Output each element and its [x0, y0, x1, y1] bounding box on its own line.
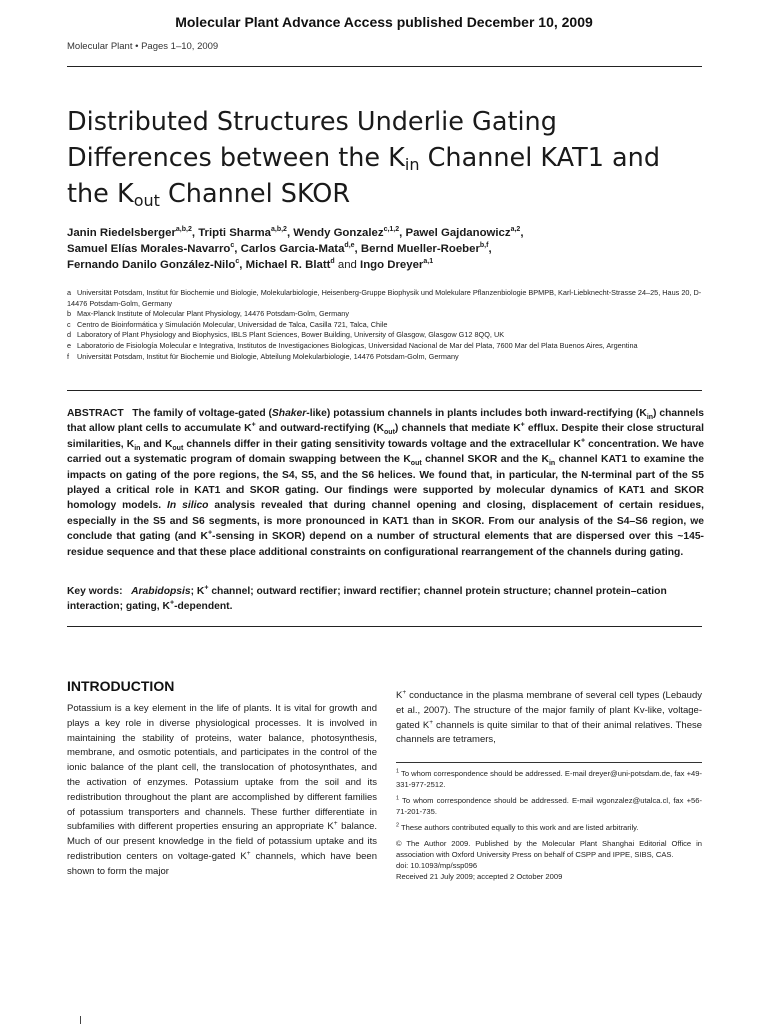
author-name: Ingo Dreyer — [360, 259, 424, 271]
author-affil-marker: a,b,2 — [175, 226, 192, 234]
keywords-text: ; K — [190, 586, 205, 597]
introduction-heading: INTRODUCTION — [67, 678, 175, 694]
keywords-label: Key words: — [67, 586, 123, 597]
author-name: Samuel Elías Morales-Navarro — [67, 243, 231, 255]
affiliation-text: Centro de Bioinformática y Simulación Molecular, Universidad de Talca, Casilla 721, Talca, Chile — [77, 319, 388, 329]
author-affil-marker: a,1 — [423, 258, 434, 266]
author-name: Carlos Garcia-Mata — [240, 243, 345, 255]
abstract-text: ) channels that allow plant cells to accumulate K — [67, 408, 704, 435]
abstract-text: efflux. Despite their close structural similarities, K — [67, 423, 704, 450]
abstract-text: and outward-rectifying (K — [255, 423, 385, 435]
authors-conjunction: and — [337, 259, 357, 271]
title-kin-subscript: in — [404, 155, 420, 174]
abstract-superscript: + — [580, 437, 586, 445]
title-kout-subscript: out — [133, 191, 160, 210]
abstract-text: and K — [140, 438, 173, 450]
affiliation-key: a — [67, 288, 72, 297]
author-list: Janin Riedelsberger$^{a,b,2}$, Tripti Sharma$^{a,b,2}$, Wendy Gonzalez$^{c,1,2}$, Pawel Gajdanowicz$^{a,2}$, Samuel Elías Morales-Navarro$^c$, Carlos Garcia-Mata$^{d,e}$, Bernd Mueller-Roeber$^{b,f}$, Fernando Danilo González-Nilo$^c$, Michael R. Blatt$^d$ and Ingo Dreyer$^{a,1}$ — [67, 226, 524, 271]
keywords-superscript: + — [169, 599, 175, 607]
advance-access-banner: Molecular Plant Advance Access published December 10, 2009 — [175, 14, 593, 30]
doi: doi: 10.1093/mp/ssp096 — [396, 861, 478, 870]
footnote-text: These authors contributed equally to this work and are listed arbitrarily. — [399, 823, 639, 832]
footnote-marker: 2 — [396, 822, 400, 829]
author-affil-marker: d,e — [344, 242, 355, 250]
abstract-text: channel SKOR and the K — [421, 454, 549, 466]
abstract-subscript: in — [646, 414, 654, 422]
author-affil-marker: d — [330, 258, 335, 266]
affiliation-key: d — [67, 330, 72, 340]
body-text: Potassium is a key element in the life of plants. It is vital for growth and plays a key role in diverse physiological processes. It is involved in maintaining the stability of proteins, water balance, photosynthesis, membrane, and osmotic potentials, and participates in the control of the ionic balance of the plant cell, the translocation of photosynthates, and the activation of enzymes. Potassium uptake from the soil and its redistribution throughout the plant are accomplished by different families of potassium transporters and channels. These further differentiate in subfamilies with different properties ensuring an appropriate K — [67, 703, 377, 833]
body-superscript: + — [429, 718, 433, 726]
footnote-text: To whom correspondence should be addressed. E-mail dreyer@uni-potsdam.de, fax +49-331-977-2512. — [396, 769, 702, 789]
title-line-1: Distributed Structures Underlie Gating — [67, 107, 557, 137]
author-affil-marker: a,2 — [510, 226, 521, 234]
affiliation-key: b — [67, 309, 72, 319]
affiliation-item — [67, 320, 707, 331]
keywords — [67, 584, 704, 615]
page-edge-mark — [80, 1016, 81, 1024]
affiliation-item — [67, 341, 707, 352]
body-superscript: + — [402, 688, 407, 696]
affiliation-text: Max-Planck Institute of Molecular Plant Physiology, 14476 Potsdam-Golm, Germany — [77, 309, 349, 319]
affiliation-key: c — [67, 319, 71, 329]
abstract-italic: In silico — [167, 500, 209, 512]
introduction-left-column — [67, 702, 377, 880]
keywords-bottom-rule — [67, 626, 702, 627]
abstract-text: ) channels that mediate K — [394, 423, 521, 435]
keyword-italic: Arabidopsis — [131, 586, 191, 597]
author-affil-marker: a,b,2 — [270, 226, 287, 234]
body-text: channels is quite similar to that of their animal relatives. These channels are tetramers, — [396, 719, 703, 746]
author-affil-marker: c — [230, 242, 235, 250]
author-affil-marker: b,f — [479, 242, 489, 250]
abstract-superscript: + — [207, 529, 213, 537]
title-line-2b: Channel KAT1 and — [419, 143, 661, 173]
author-name: Pawel Gajdanowicz — [405, 227, 511, 239]
abstract-subscript: out — [410, 460, 422, 468]
body-superscript: + — [333, 820, 338, 828]
footnote-marker: 1 — [396, 795, 400, 802]
footnote-equal-contribution — [396, 822, 702, 833]
affiliation-list — [67, 288, 707, 362]
body-text: channels, which have been shown to form the major — [67, 850, 377, 877]
abstract-italic: Shaker — [271, 408, 307, 419]
keywords-superscript: + — [204, 584, 209, 592]
title-line-3a: the K — [67, 179, 134, 209]
affiliation-text: Universität Potsdam, Institut für Biochemie und Biologie, Molekularbiologie, Heisenberg-Gruppe Biophysik und Molekulare Pflanzenbiologie BPMPB, Karl-Liebknecht-Strasse 24–25, Haus 20, D-14476 Potsdam-Golm, Germany — [67, 288, 702, 308]
author-affil-marker: c — [235, 258, 240, 266]
abstract-superscript: + — [520, 421, 525, 429]
author-name: Tripti Sharma — [198, 227, 271, 239]
abstract-text: -like) potassium channels in plants includes both inward-rectifying (K — [306, 408, 647, 419]
journal-citation-line: Molecular Plant • Pages 1–10, 2009 — [67, 41, 219, 52]
abstract-superscript: + — [251, 421, 256, 429]
affiliation-item — [67, 288, 707, 309]
introduction-right-column: K+ conductance in the plasma membrane of several cell types (Lebaudy et al., 2007). The structure of the major family of plant Kv-like, voltage-gated K+ channels is quite similar to that of their animal relatives. These channels are tetramers, — [396, 688, 703, 746]
body-text: conductance in the plasma membrane of several cell types (Lebaudy et al., 2007). The structure of the major family of plant Kv-like, voltage-gated K — [396, 690, 702, 731]
author-name: Michael R. Blatt — [245, 259, 331, 271]
body-text: balance. Much of our present knowledge in the field of potassium uptake and its redistribution centers on voltage-gated K — [67, 821, 377, 862]
author-name: Wendy Gonzalez — [293, 227, 384, 239]
body-superscript: + — [246, 849, 251, 857]
keywords-text: -dependent. — [174, 601, 233, 613]
abstract-text: -sensing in SKOR) depend on a number of structural elements that are dispersed over this ~145-residue sequence and that these place additional constraints on configurational rearrangement of the channels during gating. — [67, 531, 704, 558]
keywords-text: channel; outward rectifier; inward rectifier; channel protein structure; channel protein–cation interaction; gating, K — [67, 586, 667, 613]
received-accepted-dates: Received 21 July 2009; accepted 2 October 2009 — [396, 872, 563, 881]
affiliation-item — [67, 330, 707, 341]
author-name: Janin Riedelsberger — [67, 227, 176, 239]
affiliation-key: f — [67, 351, 70, 361]
abstract-subscript: in — [548, 460, 556, 468]
affiliation-text: Laboratory of Plant Physiology and Biophysics, IBLS Plant Sciences, Bower Building, University of Glasgow, Glasgow G12 8QQ, UK — [77, 330, 505, 340]
author-affil-marker: c,1,2 — [383, 226, 400, 234]
abstract-text: The family of voltage-gated ( — [132, 408, 272, 419]
affiliation-text: Universität Potsdam, Institut für Biochemie und Biologie, Abteilung Molekularbiologie, 14476 Potsdam-Golm, Germany — [77, 351, 459, 361]
author-name: Bernd Mueller-Roeber — [360, 243, 480, 255]
affiliation-item — [67, 309, 707, 320]
title-line-2a: Differences between the K — [67, 143, 405, 173]
abstract-text: channels differ in their gating sensitivity towards voltage and the extracellular K — [183, 438, 581, 450]
affiliation-item — [67, 352, 707, 363]
footnote-rule — [396, 762, 702, 763]
affiliation-text: Laboratorio de Fisiología Molecular e Integrativa, Institutos de Investigaciones Biologicas, Universidad Nacional de Mar del Plata, 7600 Mar del Plata Buenos Aires, Argentina — [77, 340, 638, 350]
article-title — [67, 104, 707, 212]
abstract-label: ABSTRACT — [67, 408, 124, 419]
footnote-marker: 1 — [396, 768, 400, 775]
footnote-correspondence-dreyer — [396, 768, 702, 790]
footnotes — [396, 768, 702, 882]
abstract-subscript: out — [172, 444, 184, 452]
abstract-subscript: out — [384, 429, 395, 437]
footnote-text: To whom correspondence should be addressed. E-mail wgonzalez@utalca.cl, fax +56-71-201-735. — [396, 796, 702, 816]
abstract-top-rule — [67, 390, 702, 391]
abstract-text: channel KAT1 to examine the impacts on gating of the pore regions, the S4, S5, and the S6 helices. We found that, in particular, the N-terminal part of the S5 played a critical role in KAT1 and SKOR gating. Our findings were supported by molecular dynamics of KAT1 and SKOR homology models. — [67, 454, 705, 512]
header-rule — [67, 66, 702, 67]
affiliation-key: e — [67, 340, 72, 350]
copyright-notice: © The Author 2009. Published by the Molecular Plant Shanghai Editorial Office in association with Oxford University Press on behalf of CSPP and IPPE, SIBS, CAS. — [396, 839, 702, 859]
footnote-correspondence-gonzalez — [396, 795, 702, 817]
abstract — [67, 406, 704, 560]
abstract-text: analysis revealed that during channel opening and closing, displacement of certain residues, especially in the S5 and S6 segments, is more pronounced in KAT1 than in SKOR. From our analysis of the S4–S6 region, we conclude that gating (and K — [67, 500, 704, 543]
author-name: Fernando Danilo González-Nilo — [67, 259, 236, 271]
abstract-text: concentration. We have carried out a systematic program of domain swapping between the K — [67, 438, 704, 466]
abstract-subscript: in — [134, 444, 141, 452]
title-line-3b: Channel SKOR — [159, 179, 351, 209]
